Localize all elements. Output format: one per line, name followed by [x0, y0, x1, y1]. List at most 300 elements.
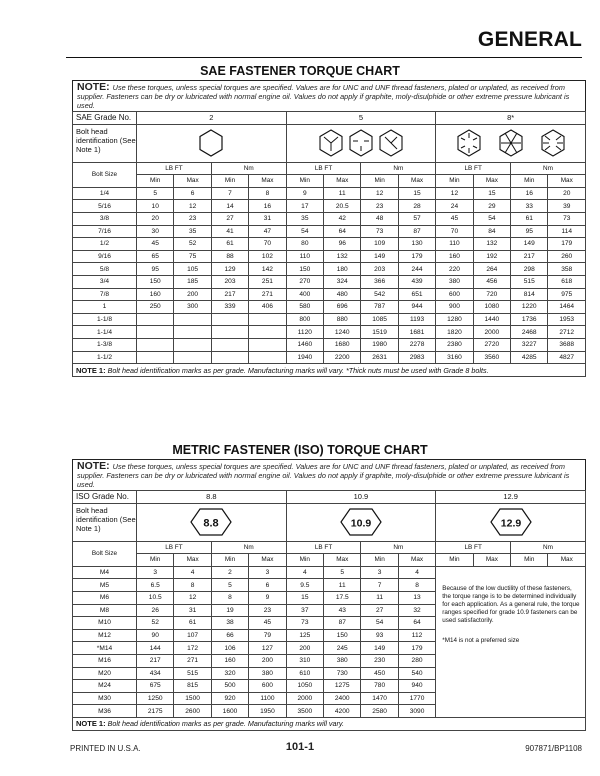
metric-note-text: Use these torques, unless special torques are specified. Values are for UNC and UNF thread fasteners, plated or unplated, as received from supplier. Fasteners can be dry or lubricated with normal engine oil. Values do not apply if graphite, moly-disulphide or other extreme pressure lubricant is used.	[77, 462, 570, 489]
bolt-size-cell: 3/8	[73, 212, 137, 225]
torque-value-cell	[249, 351, 286, 364]
hex-bolt-marked-icon	[489, 507, 533, 537]
metric-unit-lbft: LB FT	[286, 541, 361, 554]
torque-value-cell: 172	[174, 642, 211, 655]
torque-value-cell: 456	[473, 275, 510, 288]
torque-value-cell: 73	[548, 212, 586, 225]
header-rule	[66, 57, 582, 58]
torque-value-cell: 42	[324, 212, 361, 225]
torque-value-cell: 8	[174, 579, 211, 592]
min-header: Min	[436, 175, 473, 188]
torque-value-cell: 271	[249, 288, 286, 301]
torque-value-cell: 41	[211, 225, 248, 238]
metric-footnote-text: Bolt head identification marks as per grade. Manufacturing marks will vary.	[107, 719, 344, 729]
bolt-size-cell: M10	[73, 617, 137, 630]
sae-note-label: NOTE:	[77, 81, 110, 93]
max-header: Max	[548, 175, 586, 188]
torque-value-cell: 8	[398, 579, 435, 592]
torque-value-cell: 217	[511, 250, 548, 263]
torque-value-cell: 4	[174, 566, 211, 579]
torque-value-cell: 3	[137, 566, 174, 579]
torque-value-cell: 3160	[436, 351, 473, 364]
torque-value-cell: 4200	[324, 705, 361, 718]
min-header: Min	[286, 175, 323, 188]
metric-grade-8-8: 8.8	[137, 491, 287, 504]
torque-value-cell: 696	[324, 301, 361, 314]
min-header: Min	[511, 175, 548, 188]
torque-value-cell: 1440	[473, 313, 510, 326]
torque-value-cell: 2175	[137, 705, 174, 718]
metric-torque-table	[72, 490, 586, 731]
torque-value-cell: 251	[249, 275, 286, 288]
torque-value-cell: 35	[174, 225, 211, 238]
torque-value-cell: 73	[361, 225, 398, 238]
torque-value-cell: 2278	[398, 338, 435, 351]
metric-unit-nm: Nm	[361, 541, 436, 554]
torque-value-cell: 270	[286, 275, 323, 288]
torque-value-cell: 149	[511, 238, 548, 251]
torque-value-cell: 19	[211, 604, 248, 617]
metric-unit-nm: Nm	[211, 541, 286, 554]
torque-value-cell: 380	[249, 667, 286, 680]
torque-value-cell	[249, 338, 286, 351]
torque-value-cell: 14	[211, 200, 248, 213]
torque-value-cell: 880	[324, 313, 361, 326]
torque-value-cell: 70	[249, 238, 286, 251]
torque-value-cell: 271	[174, 654, 211, 667]
bolt-size-cell: M16	[73, 654, 137, 667]
torque-value-cell: 33	[511, 200, 548, 213]
torque-value-cell: 90	[137, 629, 174, 642]
min-header: Min	[361, 554, 398, 567]
torque-value-cell: 260	[548, 250, 586, 263]
torque-value-cell: 675	[137, 680, 174, 693]
torque-value-cell	[249, 326, 286, 339]
sae-grade-8: 8*	[436, 112, 586, 125]
torque-value-cell: 47	[249, 225, 286, 238]
metric-bolt-head-row	[73, 503, 586, 541]
min-header: Min	[361, 175, 398, 188]
torque-value-cell: 107	[174, 629, 211, 642]
grade-12-9-note	[436, 566, 586, 717]
torque-value-cell: 27	[211, 212, 248, 225]
torque-value-cell: 4	[286, 566, 323, 579]
torque-value-cell: 129	[211, 263, 248, 276]
bolt-size-cell: M30	[73, 692, 137, 705]
bolt-mark-8-8: 8.8	[203, 517, 219, 530]
torque-value-cell: 450	[361, 667, 398, 680]
torque-value-cell: 730	[324, 667, 361, 680]
torque-value-cell: 87	[398, 225, 435, 238]
table-row	[73, 250, 586, 263]
torque-value-cell: 66	[211, 629, 248, 642]
torque-value-cell: 814	[511, 288, 548, 301]
sae-bolt-head-row	[73, 124, 586, 162]
torque-value-cell: 7	[361, 579, 398, 592]
sae-unit-nm: Nm	[511, 162, 586, 175]
torque-value-cell: 515	[174, 667, 211, 680]
torque-value-cell: 300	[174, 301, 211, 314]
torque-value-cell: 37	[286, 604, 323, 617]
torque-value-cell: 3688	[548, 338, 586, 351]
torque-value-cell: 20.5	[324, 200, 361, 213]
torque-value-cell: 64	[398, 617, 435, 630]
min-header: Min	[286, 554, 323, 567]
bolt-size-cell: M8	[73, 604, 137, 617]
torque-value-cell: 160	[436, 250, 473, 263]
torque-value-cell: 250	[137, 301, 174, 314]
torque-value-cell: 52	[174, 238, 211, 251]
torque-value-cell: 84	[473, 225, 510, 238]
torque-value-cell: 618	[548, 275, 586, 288]
torque-value-cell: 1080	[473, 301, 510, 314]
sae-torque-table	[72, 111, 586, 377]
torque-value-cell: 200	[249, 654, 286, 667]
bolt-size-cell: 5/16	[73, 200, 137, 213]
torque-value-cell: 264	[473, 263, 510, 276]
torque-value-cell: 150	[324, 629, 361, 642]
torque-value-cell: 150	[286, 263, 323, 276]
torque-value-cell: 130	[398, 238, 435, 251]
sae-note	[72, 80, 586, 113]
torque-value-cell: 179	[398, 642, 435, 655]
torque-value-cell: 30	[137, 225, 174, 238]
metric-unit-row	[73, 541, 586, 554]
torque-value-cell: 2380	[436, 338, 473, 351]
torque-value-cell: 500	[211, 680, 248, 693]
torque-value-cell	[174, 313, 211, 326]
table-row	[73, 351, 586, 364]
torque-value-cell: 11	[361, 591, 398, 604]
torque-value-cell: 815	[174, 680, 211, 693]
torque-value-cell: 230	[361, 654, 398, 667]
torque-value-cell	[211, 338, 248, 351]
torque-value-cell: 15	[473, 187, 510, 200]
sae-note-text: Use these torques, unless special torques are specified. Values are for UNC and UNF thread fasteners, plated or unplated, as received from supplier. Fasteners can be dry or lubricated with normal engine oil. Values do not apply if graphite, moly-disulphide or other extreme pressure lubricant is used.	[77, 83, 570, 110]
torque-value-cell: 12	[174, 591, 211, 604]
torque-value-cell: 110	[286, 250, 323, 263]
torque-value-cell: 192	[473, 250, 510, 263]
torque-value-cell: 480	[324, 288, 361, 301]
torque-value-cell	[137, 326, 174, 339]
torque-value-cell: 1460	[286, 338, 323, 351]
torque-value-cell: 20	[137, 212, 174, 225]
torque-value-cell: 3	[361, 566, 398, 579]
torque-value-cell: 600	[249, 680, 286, 693]
metric-bolt-head-label: Bolt head identification (See Note 1)	[73, 503, 137, 541]
sae-bolt-size-label: Bolt Size	[73, 162, 137, 187]
torque-value-cell: 245	[324, 642, 361, 655]
torque-value-cell: 132	[473, 238, 510, 251]
bolt-size-cell: M20	[73, 667, 137, 680]
table-row	[73, 275, 586, 288]
hex-bolt-6-lines-icon	[451, 128, 571, 158]
sae-bolt-head-label: Bolt head identification (See Note 1)	[73, 124, 137, 162]
min-header: Min	[511, 554, 548, 567]
torque-value-cell: 1519	[361, 326, 398, 339]
torque-value-cell: 4285	[511, 351, 548, 364]
torque-value-cell: 15	[286, 591, 323, 604]
metric-bolt-size-label: Bolt Size	[73, 541, 137, 566]
torque-value-cell: 9	[249, 591, 286, 604]
metric-unit-lbft: LB FT	[137, 541, 212, 554]
torque-value-cell: 920	[211, 692, 248, 705]
page-title: GENERAL	[477, 28, 582, 51]
torque-value-cell: 203	[361, 263, 398, 276]
torque-value-cell: 64	[324, 225, 361, 238]
torque-value-cell: 12	[174, 200, 211, 213]
torque-value-cell: 220	[436, 263, 473, 276]
bolt-size-cell: M5	[73, 579, 137, 592]
max-header: Max	[398, 175, 435, 188]
bolt-size-cell: 1-1/8	[73, 313, 137, 326]
table-row	[73, 288, 586, 301]
table-row	[73, 326, 586, 339]
bolt-size-cell: M6	[73, 591, 137, 604]
sae-footnote-label: NOTE 1:	[76, 365, 106, 375]
torque-value-cell: 940	[398, 680, 435, 693]
torque-value-cell: 54	[286, 225, 323, 238]
torque-value-cell: 11	[324, 579, 361, 592]
torque-value-cell: 114	[548, 225, 586, 238]
torque-value-cell: 54	[473, 212, 510, 225]
torque-value-cell	[137, 338, 174, 351]
torque-value-cell: 31	[249, 212, 286, 225]
torque-value-cell: 28	[398, 200, 435, 213]
torque-value-cell: 1600	[211, 705, 248, 718]
torque-value-cell: 800	[286, 313, 323, 326]
torque-value-cell: 3227	[511, 338, 548, 351]
torque-value-cell: 70	[436, 225, 473, 238]
torque-value-cell	[211, 351, 248, 364]
torque-value-cell	[211, 326, 248, 339]
torque-value-cell: 439	[398, 275, 435, 288]
torque-value-cell: 160	[137, 288, 174, 301]
bolt-size-cell: 1/2	[73, 238, 137, 251]
metric-unit-nm: Nm	[511, 541, 586, 554]
sae-grade-label: SAE Grade No.	[73, 112, 137, 125]
torque-value-cell: 2712	[548, 326, 586, 339]
torque-value-cell: 16	[511, 187, 548, 200]
bolt-size-cell: 9/16	[73, 250, 137, 263]
torque-value-cell: 8	[249, 187, 286, 200]
torque-value-cell: 9.5	[286, 579, 323, 592]
torque-value-cell: 15	[398, 187, 435, 200]
torque-value-cell: 200	[286, 642, 323, 655]
torque-value-cell: 105	[174, 263, 211, 276]
torque-value-cell: 65	[137, 250, 174, 263]
torque-value-cell: 1680	[324, 338, 361, 351]
torque-value-cell: 1770	[398, 692, 435, 705]
torque-value-cell: 2720	[473, 338, 510, 351]
hex-bolt-marked-icon	[189, 507, 233, 537]
torque-value-cell: 109	[361, 238, 398, 251]
sae-footnote-text: Bolt head identification marks as per grade. Manufacturing marks will vary. *Thick nuts must be used with Grade 8 bolts.	[107, 365, 489, 375]
torque-value-cell: 358	[548, 263, 586, 276]
torque-value-cell: 2200	[324, 351, 361, 364]
sae-unit-lbft: LB FT	[286, 162, 361, 175]
sae-chart-title: SAE FASTENER TORQUE CHART	[200, 64, 400, 78]
metric-grade-12-9-head	[436, 503, 586, 541]
torque-value-cell: 57	[398, 212, 435, 225]
torque-value-cell: 1736	[511, 313, 548, 326]
torque-value-cell: 24	[436, 200, 473, 213]
torque-value-cell: 61	[211, 238, 248, 251]
torque-value-cell: 48	[361, 212, 398, 225]
torque-value-cell: 434	[137, 667, 174, 680]
torque-value-cell: 1275	[324, 680, 361, 693]
torque-value-cell: 720	[473, 288, 510, 301]
torque-value-cell: 975	[548, 288, 586, 301]
document-code: 907871/BP1108	[525, 744, 582, 753]
torque-value-cell: 787	[361, 301, 398, 314]
torque-value-cell: 203	[211, 275, 248, 288]
torque-value-cell: 3560	[473, 351, 510, 364]
metric-grade-10-9-head	[286, 503, 436, 541]
min-header: Min	[137, 554, 174, 567]
table-row	[73, 338, 586, 351]
torque-value-cell: 4827	[548, 351, 586, 364]
torque-value-cell: 944	[398, 301, 435, 314]
bolt-size-cell: 1-1/4	[73, 326, 137, 339]
sae-grade-5-head	[286, 124, 436, 162]
footer-printed: PRINTED IN U.S.A.	[70, 744, 141, 753]
torque-value-cell: 12	[361, 187, 398, 200]
torque-value-cell: 1681	[398, 326, 435, 339]
torque-value-cell: 106	[211, 642, 248, 655]
torque-value-cell: 61	[174, 617, 211, 630]
torque-value-cell: 80	[286, 238, 323, 251]
table-row	[73, 200, 586, 213]
torque-value-cell: 406	[249, 301, 286, 314]
sae-grade-2-head	[137, 124, 287, 162]
bolt-size-cell: 1-1/2	[73, 351, 137, 364]
bolt-size-cell: 7/16	[73, 225, 137, 238]
torque-value-cell: 1193	[398, 313, 435, 326]
torque-value-cell: 900	[436, 301, 473, 314]
bolt-size-cell: 1/4	[73, 187, 137, 200]
torque-value-cell: 1470	[361, 692, 398, 705]
metric-grade-row	[73, 491, 586, 504]
max-header: Max	[249, 554, 286, 567]
sae-unit-nm: Nm	[211, 162, 286, 175]
torque-value-cell: 61	[511, 212, 548, 225]
torque-value-cell: 75	[174, 250, 211, 263]
torque-value-cell: 23	[174, 212, 211, 225]
torque-value-cell: 43	[324, 604, 361, 617]
hex-bolt-marked-icon	[339, 507, 383, 537]
torque-value-cell: 35	[286, 212, 323, 225]
metric-chart-title: METRIC FASTENER (ISO) TORQUE CHART	[172, 443, 428, 457]
sae-grade-row	[73, 112, 586, 125]
sae-unit-nm: Nm	[361, 162, 436, 175]
metric-note	[72, 459, 586, 492]
torque-value-cell: 179	[398, 250, 435, 263]
torque-value-cell: 610	[286, 667, 323, 680]
torque-value-cell: 39	[548, 200, 586, 213]
bolt-size-cell: 5/8	[73, 263, 137, 276]
torque-value-cell: 380	[436, 275, 473, 288]
torque-value-cell: 310	[286, 654, 323, 667]
table-row	[73, 263, 586, 276]
torque-value-cell: 1820	[436, 326, 473, 339]
bolt-size-cell: 1	[73, 301, 137, 314]
torque-value-cell: 149	[361, 642, 398, 655]
max-header: Max	[174, 554, 211, 567]
table-row	[73, 238, 586, 251]
torque-value-cell: 320	[211, 667, 248, 680]
torque-value-cell: 217	[211, 288, 248, 301]
torque-value-cell: 1980	[361, 338, 398, 351]
torque-value-cell: 6	[174, 187, 211, 200]
table-row	[73, 212, 586, 225]
metric-note-label: NOTE:	[77, 460, 110, 472]
max-header: Max	[324, 175, 361, 188]
ductility-note: Because of the low ductility of these fasteners, the torque range is to be determined individually for each application. As a general rule, the torque ranges specified for grade 10.9 fasteners can be used satisfactorily.	[442, 584, 580, 624]
torque-value-cell: 32	[398, 604, 435, 617]
torque-value-cell: 580	[286, 301, 323, 314]
torque-value-cell: 179	[548, 238, 586, 251]
torque-value-cell: 144	[137, 642, 174, 655]
torque-value-cell	[211, 313, 248, 326]
bolt-mark-12-9: 12.9	[500, 517, 521, 530]
torque-value-cell: 2983	[398, 351, 435, 364]
bolt-size-cell: 3/4	[73, 275, 137, 288]
torque-value-cell: 52	[137, 617, 174, 630]
table-row	[73, 225, 586, 238]
torque-value-cell: 95	[511, 225, 548, 238]
metric-grade-10-9: 10.9	[286, 491, 436, 504]
min-header: Min	[436, 554, 473, 567]
torque-value-cell: 23	[361, 200, 398, 213]
torque-value-cell	[137, 351, 174, 364]
max-header: Max	[473, 554, 510, 567]
torque-value-cell: 142	[249, 263, 286, 276]
hex-bolt-3-lines-icon	[315, 128, 407, 158]
bolt-size-cell: 7/8	[73, 288, 137, 301]
torque-value-cell	[174, 351, 211, 364]
torque-value-cell: 88	[211, 250, 248, 263]
torque-value-cell: 23	[249, 604, 286, 617]
torque-value-cell: 17	[286, 200, 323, 213]
metric-footnote	[73, 717, 586, 730]
torque-value-cell: 10.5	[137, 591, 174, 604]
page-number: 101-1	[285, 741, 315, 753]
metric-footnote-row	[73, 717, 586, 730]
torque-value-cell: 1120	[286, 326, 323, 339]
torque-value-cell: 79	[249, 629, 286, 642]
torque-value-cell: 298	[511, 263, 548, 276]
torque-value-cell: 17.5	[324, 591, 361, 604]
torque-value-cell: 280	[398, 654, 435, 667]
torque-value-cell: 2468	[511, 326, 548, 339]
torque-value-cell: 2400	[324, 692, 361, 705]
torque-value-cell: 2580	[361, 705, 398, 718]
metric-grade-8-8-head	[137, 503, 287, 541]
torque-value-cell: 366	[361, 275, 398, 288]
torque-value-cell: 1250	[137, 692, 174, 705]
metric-footnote-label: NOTE 1:	[76, 719, 106, 729]
bolt-size-cell: M36	[73, 705, 137, 718]
torque-value-cell: 600	[436, 288, 473, 301]
torque-value-cell: 38	[211, 617, 248, 630]
torque-value-cell: 31	[174, 604, 211, 617]
max-header: Max	[473, 175, 510, 188]
torque-value-cell: 9	[286, 187, 323, 200]
torque-value-cell: 29	[473, 200, 510, 213]
sae-unit-lbft: LB FT	[436, 162, 511, 175]
torque-value-cell: 380	[324, 654, 361, 667]
